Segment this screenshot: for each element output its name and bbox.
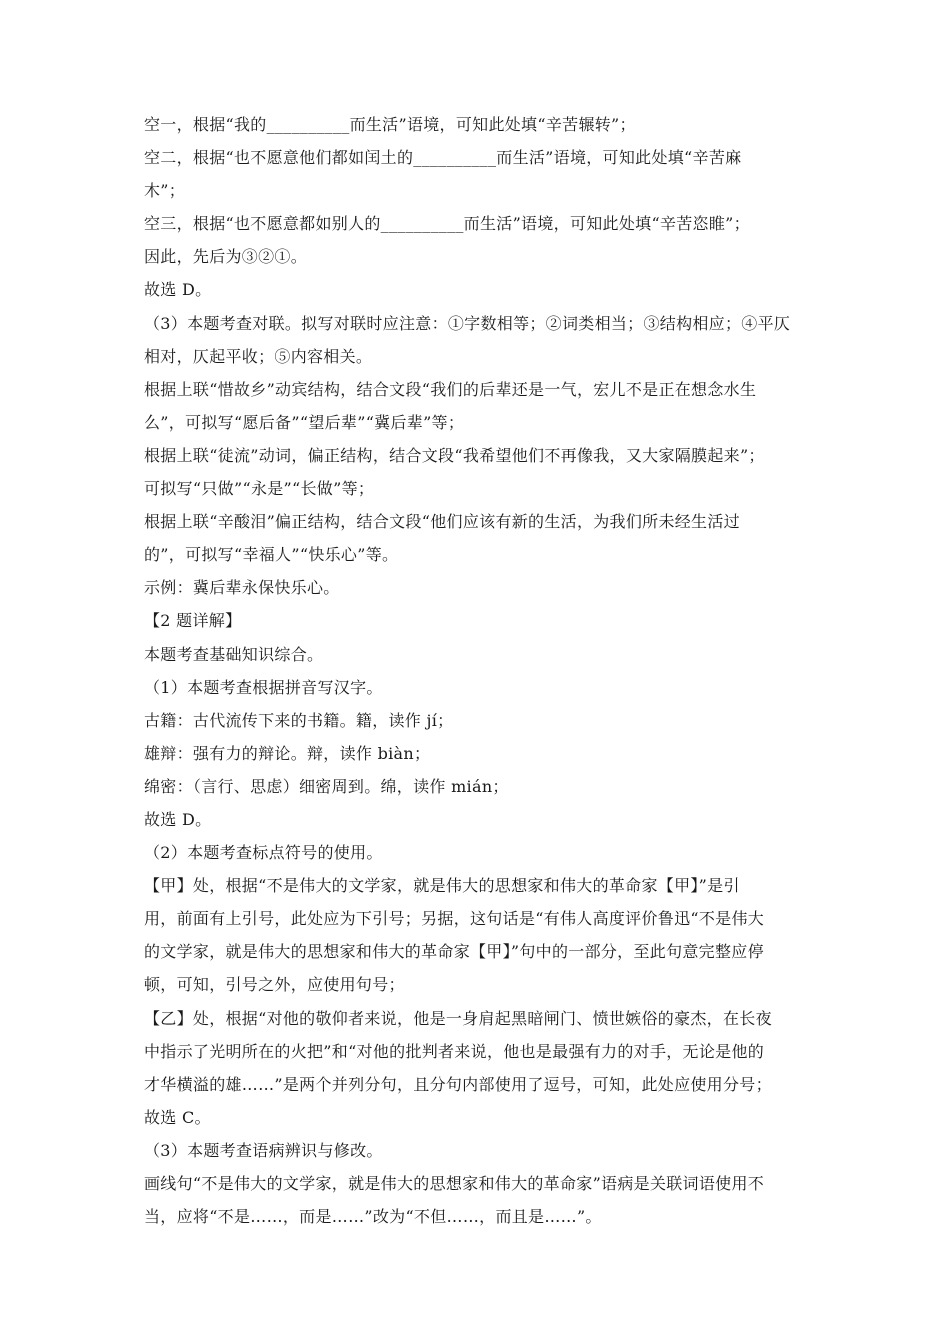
text-line: 中指示了光明所在的火把”和“对他的批判者来说，他也是最强有力的对手，无论是他的: [144, 1041, 765, 1061]
text-line: 木”；: [144, 181, 186, 201]
text-line: 根据上联“惜故乡”动宾结构，结合文段“我们的后辈还是一气，宏儿不是正在想念水生: [144, 379, 757, 399]
text-line: 空二，根据“也不愿意他们都如闰土的__________而生活”语境，可知此处填“辛苦麻: [144, 148, 742, 168]
text-line: （1）本题考查根据拼音写汉字。: [144, 677, 383, 697]
text-line: 可拟写“只做”“永是”“长做”等；: [144, 479, 375, 499]
text-line: 当，应将“不是……，而是……”改为“不但……，而且是……”。: [144, 1207, 602, 1227]
text-line: 绵密：（言行、思虑）细密周到。绵，读作 mián；: [144, 776, 509, 796]
text-line: 的文学家，就是伟大的思想家和伟大的革命家【甲】”句中的一部分，至此句意完整应停: [144, 942, 764, 962]
text-line: 顿，可知，引号之外，应使用句号；: [144, 975, 405, 995]
text-line: 根据上联“辛酸泪”偏正结构，结合文段“他们应该有新的生活，为我们所未经生活过: [144, 512, 740, 532]
text-line: 相对，仄起平收；⑤内容相关。: [144, 346, 373, 366]
text-line: （3）本题考查语病辨识与修改。: [144, 1140, 383, 1160]
text-line: 空三，根据“也不愿意都如别人的__________而生活”语境，可知此处填“辛苦恣睢”；: [144, 214, 750, 234]
text-line: 用，前面有上引号，此处应为下引号；另据，这句话是“有伟人高度评价鲁迅“不是伟大: [144, 909, 765, 929]
text-line: （3）本题考查对联。拟写对联时应注意：①字数相等；②词类相当；③结构相应；④平仄: [144, 313, 791, 333]
text-line: 么”，可拟写“愿后备”“望后辈”“冀后辈”等；: [144, 412, 465, 432]
text-line: 【2 题详解】: [144, 611, 242, 631]
text-line: 故选 C。: [144, 1107, 211, 1127]
text-line: 画线句“不是伟大的文学家，就是伟大的思想家和伟大的革命家”语病是关联词语使用不: [144, 1174, 765, 1193]
text-line: 示例：冀后辈永保快乐心。: [144, 578, 340, 598]
text-line: 的”，可拟写“幸福人”“快乐心”等。: [144, 545, 399, 565]
text-line: 才华横溢的雄……”是两个并列分句，且分句内部使用了逗号，可知，此处应使用分号；: [144, 1074, 772, 1094]
text-line: 故选 D。: [144, 809, 212, 829]
text-line: 空一，根据“我的__________而生活”语境，可知此处填“辛苦辗转”；: [144, 115, 636, 134]
text-line: 故选 D。: [144, 280, 212, 300]
text-line: （2）本题考查标点符号的使用。: [144, 843, 383, 863]
text-line: 因此，先后为③②①。: [144, 247, 308, 267]
text-line: 根据上联“徒流”动词，偏正结构，结合文段“我希望他们不再像我，又大家隔膜起来”；: [144, 445, 765, 465]
text-line: 【乙】处，根据“对他的敬仰者来说，他是一身肩起黑暗闸门、愤世嫉俗的豪杰，在长夜: [144, 1008, 772, 1028]
text-line: 古籍：古代流传下来的书籍。籍，读作 jí；: [144, 710, 454, 730]
text-line: 雄辩：强有力的辩论。辩，读作 biàn；: [144, 743, 431, 763]
text-line: 本题考查基础知识综合。: [144, 644, 324, 664]
text-line: 【甲】处，根据“不是伟大的文学家，就是伟大的思想家和伟大的革命家【甲】”是引: [144, 876, 740, 896]
document-body: [144, 108, 800, 1233]
